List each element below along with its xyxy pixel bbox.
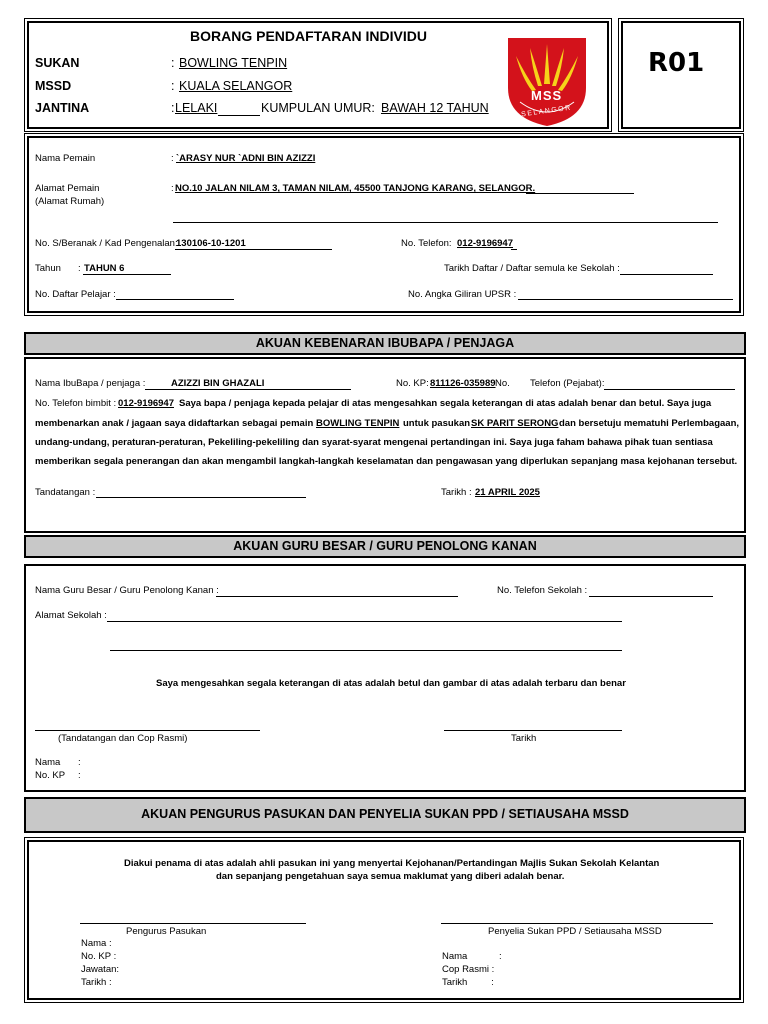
parent-ic-label: No. KP: [396,378,429,389]
manager-statement-2: dan sepanjang pengetahuan saya semua maklumat yang diberi adalah benar. [216,871,565,882]
declaration-line-3: undang-undang, peraturan-peraturan, Pekeliling-pekeliling dan syarat-syarat mengenai pertandingan ini. Saya juga faham bahawa pihak tuan sentiasa [35,437,713,448]
parent-signature-line [96,497,306,498]
headmaster-signature-line [35,730,260,731]
manager-statement-1: Diakui penama di atas adalah ahli pasukan ini yang menyertai Kejohanan/Pertandingan Majlis Sukan Sekolah Kelantan [124,858,660,869]
register-date-line [620,274,713,275]
player-address-value: NO.10 JALAN NILAM 3, TAMAN NILAM, 45500 TANJONG KARANG, SELANGOR. [175,183,536,194]
parent-ic-value: 811126-035989 [430,378,496,389]
headmaster-name-label: Nama Guru Besar / Guru Penolong Kanan : [35,585,219,596]
headmaster-date-line [444,730,622,731]
phone-value: 012-9196947 [457,238,513,249]
player-section [27,136,741,313]
supervisor-field-cop: Cop Rasmi : [442,964,495,975]
parent-name-value: AZIZZI BIN GHAZALI [171,378,265,389]
supervisor-signature-line [441,923,713,924]
manager-field-jawatan: Jawatan: [81,964,120,975]
parent-date-value: 21 APRIL 2025 [475,487,540,498]
upsr-number-label: No. Angka Giliran UPSR : [408,289,517,300]
upsr-number-line [518,299,733,300]
office-phone-label: Telefon (Pejabat): [530,378,605,389]
player-name-label: Nama Pemain [35,153,96,164]
mssd-colon: : [171,79,175,93]
logo-subtext: SELANGOR [520,104,573,119]
year-colon: : [78,263,81,274]
address-line-2 [173,222,718,223]
school-phone-label: No. Telefon Sekolah : [497,585,588,596]
manager-field-tarikh: Tarikh : [81,977,112,988]
mobile-value: 012-9196947 [118,398,174,409]
player-address-label: Alamat Pemain [35,183,100,194]
student-number-label: No. Daftar Pelajar : [35,289,116,300]
jantina-underline [218,115,260,116]
jantina-colon: : [171,101,175,115]
ic-value: 130106-10-1201 [176,238,246,249]
headmaster-date-caption: Tarikh [511,733,537,744]
manager-field-nama: Nama : [81,938,112,949]
manager-section-title: AKUAN PENGURUS PASUKAN DAN PENYELIA SUKAN PPD / SETIAUSAHA MSSD [141,807,629,821]
supervisor-caption: Penyelia Sukan PPD / Setiausaha MSSD [488,926,662,937]
student-number-line [116,299,234,300]
declaration-line-1: Saya bapa / penjaga kepada pelajar di atas mengesahkan segala keterangan di atas adalah benar dan betul. Saya juga [179,398,712,409]
parent-section-title: AKUAN KEBENARAN IBUBAPA / PENJAGA [255,336,515,350]
player-address-colon: : [171,183,174,194]
headmaster-statement: Saya mengesahkan segala keterangan di atas adalah betul dan gambar di atas adalah terbaru dan benar [156,678,626,689]
phone-label: No. Telefon: [401,238,452,249]
parent-name-label: Nama IbuBapa / penjaga : [35,378,146,389]
headmaster-section-header [24,535,746,558]
sukan-colon: : [171,56,175,70]
sukan-value: BOWLING TENPIN [179,56,288,70]
address-line-1 [526,193,634,194]
phone-line [511,249,517,250]
headmaster-name-line [216,596,458,597]
logo-text: MSS [531,88,563,103]
parent-ic-suffix: No. [495,378,510,389]
team-value: SK PARIT SERONG [471,418,559,429]
kumpulan-label: KUMPULAN UMUR: [261,101,375,115]
supervisor-field-tarikh: Tarikh : [442,977,494,988]
manager-section-header [24,797,746,833]
year-value: TAHUN 6 [84,263,125,274]
school-address-line-2 [110,650,622,651]
form-code: R01 [648,48,705,78]
supervisor-field-nama: Nama : [442,951,502,962]
headmaster-nama-colon: : [78,757,81,768]
register-date-label: Tarikh Daftar / Daftar semula ke Sekolah : [444,263,620,274]
school-address-line-1 [107,621,622,622]
year-line [83,274,171,275]
school-address-label: Alamat Sekolah : [35,610,107,621]
manager-signature-line [80,923,306,924]
declared-sport-value: BOWLING TENPIN [316,418,400,429]
form-title: BORANG PENDAFTARAN INDIVIDU [190,28,427,44]
mssd-label: MSSD [35,79,72,93]
headmaster-kp-colon: : [78,770,81,781]
declaration-line-4: memberikan segala penerangan dan akan mengambil langkah-langkah keselamatan dan pengawasan yang diperlukan sepanjang masa kejohanan tersebut. [35,456,738,467]
headmaster-section-title: AKUAN GURU BESAR / GURU PENOLONG KANAN [233,539,537,553]
year-label: Tahun [35,263,61,274]
player-name-colon: : [171,153,174,164]
headmaster-kp-label: No. KP [35,770,66,781]
parent-date-label: Tarikh : [441,487,472,498]
mssd-value: KUALA SELANGOR [179,79,293,93]
jantina-value: LELAKI [175,101,218,115]
school-phone-line [589,596,713,597]
sukan-label: SUKAN [35,56,80,70]
manager-field-kp: No. KP : [81,951,117,962]
jantina-label: JANTINA [35,101,90,115]
player-address-sublabel: (Alamat Rumah) [35,196,105,207]
mobile-label: No. Telefon bimbit : [35,398,117,409]
office-phone-line [604,389,735,390]
parent-section-header [24,332,746,355]
declaration-line-2c: dan bersetuju mematuhi Perlembagaan, [559,418,740,429]
parent-name-line [145,389,351,390]
headmaster-signature-caption: (Tandatangan dan Cop Rasmi) [58,733,188,744]
manager-caption: Pengurus Pasukan [126,926,207,937]
ic-line [175,249,332,250]
parent-signature-label: Tandatangan : [35,487,96,498]
kumpulan-value: BAWAH 12 TAHUN [381,101,489,115]
headmaster-nama-label: Nama [35,757,61,768]
declaration-line-2a: membenarkan anak / jagaan saya didaftarkan sebagai pemain [35,418,314,429]
declaration-line-2b: untuk pasukan [403,418,471,429]
player-name-value: `ARASY NUR `ADNI BIN AZIZZI [176,153,316,164]
ic-label: No. S/Beranak / Kad Pengenalan: [35,238,178,249]
